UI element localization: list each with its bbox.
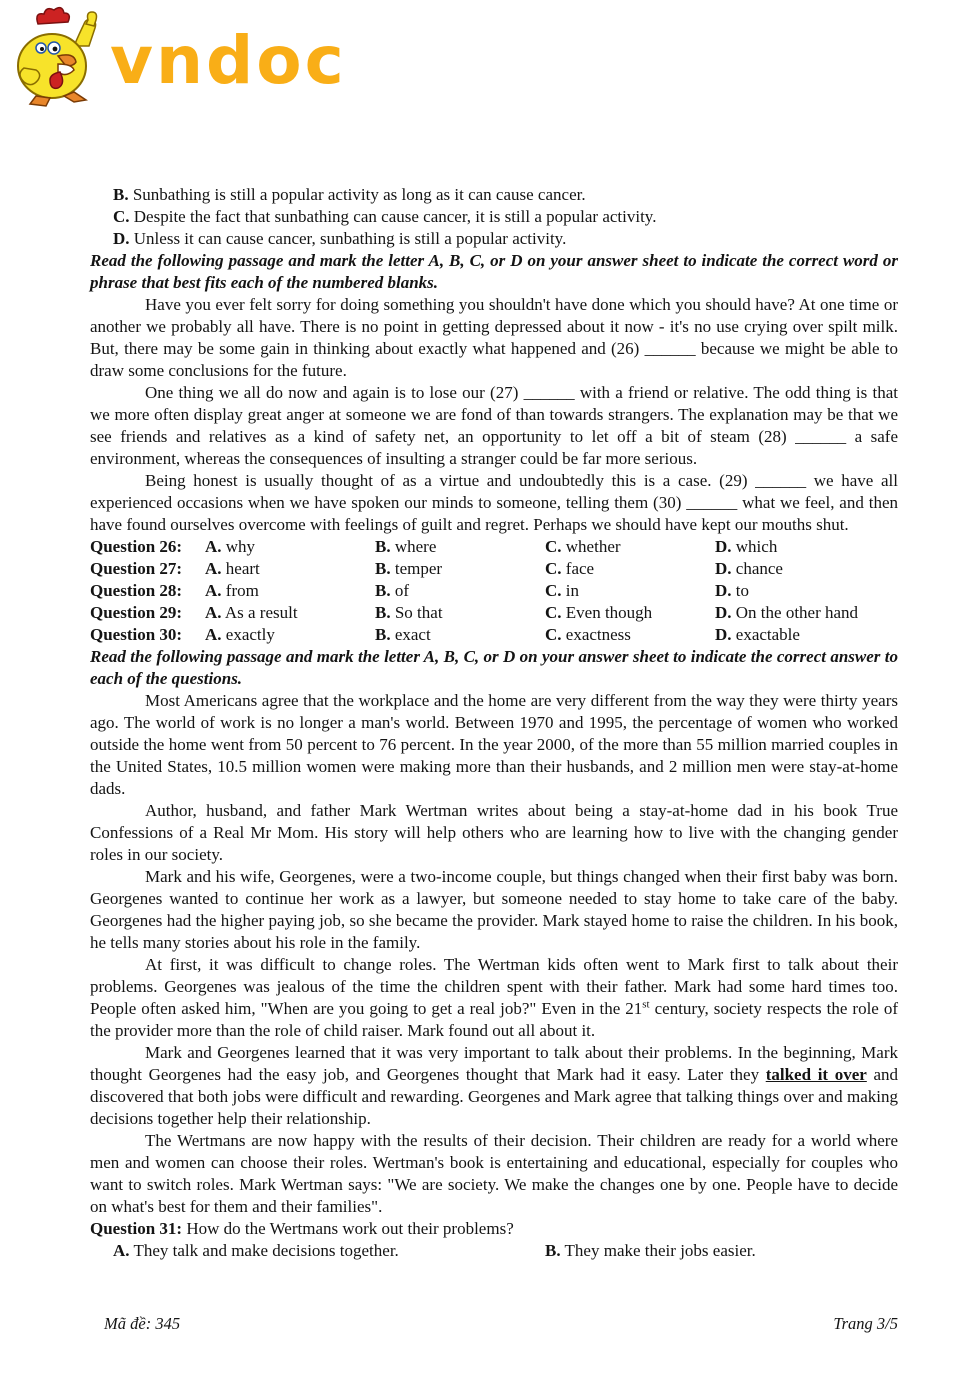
choice-c bbox=[545, 558, 715, 580]
choice-letter: B. bbox=[375, 559, 391, 578]
question-number: Question 27: bbox=[90, 559, 183, 578]
question-text: How do the Wertmans work out their problems? bbox=[182, 1219, 514, 1238]
choice-letter: C. bbox=[545, 603, 562, 622]
choice-text: exactness bbox=[565, 625, 631, 644]
option-letter: B. bbox=[113, 185, 129, 204]
choice-text: in bbox=[565, 581, 580, 600]
exam-code: Mã đề: 345 bbox=[104, 1314, 181, 1333]
choice-text: On the other hand bbox=[735, 603, 859, 622]
choice-d bbox=[715, 536, 898, 558]
choice-letter: B. bbox=[375, 625, 391, 644]
choice-text: They talk and make decisions together. bbox=[133, 1241, 399, 1260]
cloze-paragraph-1: Have you ever felt sorry for doing something you shouldn't have done which you should have? At one time or another we probably all have. There is no point in getting depressed about it now - it's no use crying over spilt milk. But, there may be some gain in thinking about exactly what happened and (26) ______ because we might be able to draw some conclusions for the future. bbox=[90, 295, 898, 380]
choice-letter: C. bbox=[545, 559, 562, 578]
section-instruction-cloze: Read the following passage and mark the letter A, B, C, or D on your answer sheet to indicate the correct word or phrase that best fits each of the numbered blanks. bbox=[90, 251, 898, 292]
choice-b bbox=[545, 1240, 898, 1262]
reading-paragraph-1: Most Americans agree that the workplace and the home are very different from the way they were thirty years ago. The world of work is no longer a man's world. Between 1970 and 1995, the percentage of women who worked outside the home went from 50 percent to 76 percent. In the year 2000, of the more than 55 million married couples in the United States, 10.5 million women were making more than their husbands, and 2 million men were stay-at-home dads. bbox=[90, 691, 898, 798]
question-30-row bbox=[90, 624, 898, 646]
choice-letter: C. bbox=[545, 537, 562, 556]
paragraph-text: and discovered that both jobs were difficult and rewarding. Georgenes and Mark agree that talking things over and making decisions together help their relationship. bbox=[90, 1065, 898, 1128]
choice-c bbox=[545, 536, 715, 558]
choice-text: of bbox=[394, 581, 410, 600]
choice-text: which bbox=[735, 537, 778, 556]
answer-option-d bbox=[90, 228, 898, 250]
choice-letter: B. bbox=[375, 603, 391, 622]
option-text: Sunbathing is still a popular activity as long as it can cause cancer. bbox=[132, 185, 586, 204]
choice-letter: A. bbox=[205, 603, 222, 622]
option-text: Despite the fact that sunbathing can cause cancer, it is still a popular activity. bbox=[133, 207, 657, 226]
question-number: Question 30: bbox=[90, 625, 183, 644]
choice-letter: D. bbox=[715, 537, 732, 556]
choice-d bbox=[715, 602, 898, 624]
choice-letter: A. bbox=[205, 581, 222, 600]
cloze-paragraph-2: One thing we all do now and again is to lose our (27) ______ with a friend or relative. The odd thing is that we more often display great anger at someone we are fond of than towards strangers. The explanation may be that we see friends and relatives as a kind of safety net, an opportunity to let off a bit of steam (28) ______ a safe environment, whereas the consequences of insulting a stranger could be far more serious. bbox=[90, 383, 898, 468]
choice-a bbox=[205, 580, 375, 602]
question-number: Question 29: bbox=[90, 603, 183, 622]
choice-letter: A. bbox=[205, 537, 222, 556]
choice-text: where bbox=[394, 537, 437, 556]
choice-text: They make their jobs easier. bbox=[564, 1241, 756, 1260]
reading-paragraph-3: Mark and his wife, Georgenes, were a two-income couple, but things changed when their first baby was born. Georgenes wanted to continue her work as a lawyer, but someone needed to stay home to take care of the baby. Georgenes had the higher paying job, so she became the provider. Mark stayed home to raise the children. In his book, he tells many stories about his role in the family. bbox=[90, 867, 898, 952]
choice-letter: D. bbox=[715, 559, 732, 578]
reading-paragraph-2: Author, husband, and father Mark Wertman writes about being a stay-at-home dad in his book True Confessions of a Real Mr Mom. His story will help others who are learning how to live with the changing gender roles in our society. bbox=[90, 801, 898, 864]
section-instruction-reading: Read the following passage and mark the letter A, B, C, or D on your answer sheet to indicate the correct answer to each of the questions. bbox=[90, 647, 898, 688]
choice-b bbox=[375, 624, 545, 646]
choice-letter: B. bbox=[545, 1241, 561, 1260]
choice-text: chance bbox=[735, 559, 783, 578]
choice-d bbox=[715, 558, 898, 580]
answer-option-c bbox=[90, 206, 898, 228]
vndoc-logo bbox=[8, 6, 347, 110]
choice-c bbox=[545, 602, 715, 624]
question-27-row bbox=[90, 558, 898, 580]
choice-letter: B. bbox=[375, 537, 391, 556]
question-31 bbox=[90, 1218, 898, 1240]
choice-text: whether bbox=[565, 537, 621, 556]
option-letter: D. bbox=[113, 229, 130, 248]
choice-letter: B. bbox=[375, 581, 391, 600]
choice-letter: D. bbox=[715, 581, 732, 600]
answer-option-b bbox=[90, 184, 898, 206]
choice-b bbox=[375, 558, 545, 580]
choice-d bbox=[715, 580, 898, 602]
choice-letter: A. bbox=[113, 1241, 130, 1260]
option-text: Unless it can cause cancer, sunbathing is still a popular activity. bbox=[133, 229, 567, 248]
question-number: Question 26: bbox=[90, 537, 183, 556]
emphasized-phrase: talked it over bbox=[765, 1065, 867, 1084]
cloze-paragraph-3: Being honest is usually thought of as a virtue and undoubtedly this is a case. (29) ______ we have all experienced occasions when we have spoken our minds to someone, telling them (30) ______ what we feel, and then have found ourselves overcome with feelings of guilt and regret. Perhaps we should have kept our mouths shut. bbox=[90, 471, 898, 534]
choice-b bbox=[375, 602, 545, 624]
choice-text: exact bbox=[394, 625, 431, 644]
choice-text: to bbox=[735, 581, 750, 600]
choice-a bbox=[205, 558, 375, 580]
choice-c bbox=[545, 580, 715, 602]
page-number: Trang 3/5 bbox=[833, 1314, 898, 1333]
choice-text: from bbox=[225, 581, 259, 600]
choice-d bbox=[715, 624, 898, 646]
page-footer bbox=[90, 1314, 898, 1334]
choice-text: temper bbox=[394, 559, 443, 578]
question-31-options bbox=[90, 1240, 898, 1262]
choice-text: As a result bbox=[224, 603, 298, 622]
paragraph-text: century, society respects the role of the provider more than the role of child raiser. Mark found out all about it. bbox=[90, 999, 898, 1040]
choice-a bbox=[205, 536, 375, 558]
choice-text: face bbox=[565, 559, 595, 578]
brand-wordmark: vndoc bbox=[110, 22, 347, 99]
ordinal-superscript: st bbox=[642, 998, 650, 1011]
question-28-row bbox=[90, 580, 898, 602]
question-26-row bbox=[90, 536, 898, 558]
choice-text: why bbox=[225, 537, 256, 556]
choice-a bbox=[113, 1240, 545, 1262]
reading-paragraph-4 bbox=[90, 954, 898, 1042]
choice-letter: D. bbox=[715, 625, 732, 644]
reading-paragraph-5 bbox=[90, 1042, 898, 1130]
choice-a bbox=[205, 602, 375, 624]
choice-text: Even though bbox=[565, 603, 653, 622]
chicken-mascot-icon bbox=[8, 6, 104, 110]
document-body bbox=[90, 184, 898, 1262]
choice-text: So that bbox=[394, 603, 443, 622]
option-letter: C. bbox=[113, 207, 130, 226]
choice-b bbox=[375, 580, 545, 602]
question-number: Question 28: bbox=[90, 581, 183, 600]
paragraph-text: Mark and Georgenes learned that it was very important to talk about their problems. In the beginning, Mark thought Georgenes had the easy job, and Georgenes thought that Mark had it easy. Later they bbox=[90, 1043, 898, 1084]
choice-text: heart bbox=[225, 559, 260, 578]
choice-letter: C. bbox=[545, 625, 562, 644]
question-number: Question 31: bbox=[90, 1219, 183, 1238]
reading-paragraph-6: The Wertmans are now happy with the results of their decision. Their children are ready for a world where men and women can choose their roles. Wertman's book is entertaining and educational, especially for couples who want to switch roles. Mark Wertman says: "We are society. We make the changes one by one. People have to decide on what's best for them and their families". bbox=[90, 1131, 898, 1216]
choice-b bbox=[375, 536, 545, 558]
choice-letter: A. bbox=[205, 625, 222, 644]
choice-letter: C. bbox=[545, 581, 562, 600]
choice-c bbox=[545, 624, 715, 646]
choice-letter: A. bbox=[205, 559, 222, 578]
question-29-row bbox=[90, 602, 898, 624]
choice-letter: D. bbox=[715, 603, 732, 622]
choice-a bbox=[205, 624, 375, 646]
paragraph-text: At first, it was difficult to change roles. The Wertman kids often went to Mark first to talk about their problems. Georgenes was jealous of the time the children spent with their father. Mark had some hard times too. People often asked him, "When are you going to get a real job?" Even in the 21 bbox=[90, 955, 898, 1018]
choice-text: exactly bbox=[225, 625, 275, 644]
choice-text: exactable bbox=[735, 625, 800, 644]
